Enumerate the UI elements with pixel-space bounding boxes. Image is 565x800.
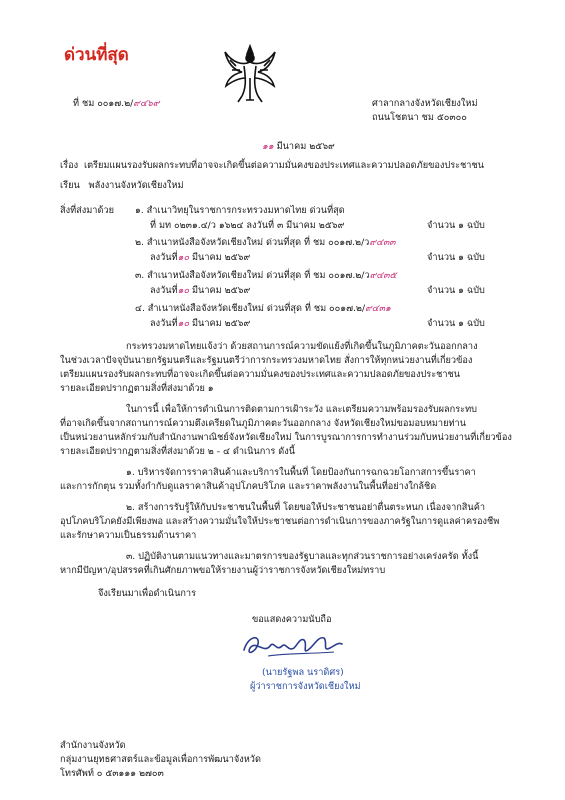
recipient-label: เรียน <box>60 180 80 191</box>
urgency-stamp: ด่วนที่สุด <box>64 45 129 65</box>
enclosure-item-1-line1: ๑. สำเนาวิทยุในราชการกระทรวงมหาดไทย ด่วนที่สุด <box>135 205 345 216</box>
enclosure-item-2-line2: ลงวันที่๑๐ มีนาคม ๒๕๖๙ <box>150 252 251 263</box>
reference-number: ที่ ชม ๐๐๑๗.๒/๙๔๖๙ <box>73 98 160 109</box>
recipient-text: พลังงานจังหวัดเชียงใหม่ <box>88 180 184 191</box>
enclosure-item-4-line2: ลงวันที่๑๐ มีนาคม ๒๕๖๙ <box>150 318 251 329</box>
action-item-2-line3: และรักษาความเป็นธรรมด้านราคา <box>60 530 197 541</box>
footer-division: กลุ่มงานยุทธศาสตร์และข้อมูลเพื่อการพัฒนาจังหวัด <box>60 754 261 765</box>
enclosure-item-3-line1: ๓. สำเนาหนังสือจังหวัดเชียงใหม่ ด่วนที่สุด ที่ ชม ๐๐๑๗.๒/ว๙๔๓๕ <box>135 270 397 281</box>
footer-office: สำนักงานจังหวัด <box>60 740 126 751</box>
action-item-3-line2: หากมีปัญหา/อุปสรรคที่เกินศักยภาพขอให้รายงานผู้ว่าราชการจังหวัดเชียงใหม่ทราบ <box>60 565 386 576</box>
enclosure-item-1-count: จำนวน ๑ ฉบับ <box>427 220 485 231</box>
action-item-2-line2: อุปโภคบริโภคยังมีเพียงพอ และสร้างความมั่นใจให้ประชาชนต่อการดำเนินการของภาครัฐในการดูแลค่าครองชีพ <box>60 516 500 527</box>
para1-line1: กระทรวงมหาดไทยแจ้งว่า ด้วยสถานการณ์ความขัดแย้งที่เกิดขึ้นในภูมิภาคตะวันออกกลาง <box>126 341 478 352</box>
enclosures-label: สิ่งที่ส่งมาด้วย <box>60 205 114 216</box>
enclosure-item-3-line2: ลงวันที่๑๐ มีนาคม ๒๕๖๙ <box>150 285 251 296</box>
recipient-line <box>60 180 184 192</box>
enclosure-item-4-line1: ๔. สำเนาหนังสือจังหวัดเชียงใหม่ ด่วนที่สุด ที่ ชม ๐๐๑๗.๒/๙๔๓๑ <box>135 303 391 314</box>
sender-name: ศาลากลางจังหวัดเชียงใหม่ <box>372 98 478 109</box>
letter-date: ๑๑ มีนาคม ๒๕๖๙ <box>262 141 335 152</box>
para1-line3: เตรียมแผนรองรับผลกระทบที่อาจจะเกิดขึ้นต่อความมั่นคงของประเทศและความปลอดภัยของประชาชน <box>60 369 461 380</box>
para1-line2: ในช่วงเวลาปัจจุบันนายกรัฐมนตรีและรัฐมนตรีว่าการกระทรวงมหาดไทย สั่งการให้ทุกหน่วยงานที่เกี่ยวข้อง <box>60 355 473 366</box>
para2-line4: รายละเอียดปรากฏตามสิ่งที่ส่งมาด้วย ๒ - ๔ ดำเนินการ ดังนี้ <box>60 446 295 457</box>
signatory-title: ผู้ว่าราชการจังหวัดเชียงใหม่ <box>250 681 361 692</box>
enclosure-item-1-line2: ที่ มท ๐๒๓๑.๔/ว ๑๖๒๔ ลงวันที่ ๓ มีนาคม ๒๕๖๙ <box>150 220 345 231</box>
para2-line2: ที่อาจเกิดขึ้นจากสถานการณ์ความตึงเครียดในภูมิภาคตะวันออกกลาง จังหวัดเชียงใหม่ขอมอบหมายท่าน <box>60 418 466 429</box>
garuda-emblem-icon <box>222 40 278 106</box>
enclosure-item-3-count: จำนวน ๑ ฉบับ <box>427 285 485 296</box>
sender-address: ถนนโชตนา ชม ๕๐๓๐๐ <box>372 112 467 123</box>
subject-text: เตรียมแผนรองรับผลกระทบที่อาจจะเกิดขึ้นต่อความมั่นคงของประเทศและความปลอดภัยของประชาชน <box>83 160 484 171</box>
para1-line4: รายละเอียดปรากฏตามสิ่งที่ส่งมาด้วย ๑ <box>60 383 214 394</box>
action-item-3-line1: ๓. ปฏิบัติงานตามแนวทางและมาตรการของรัฐบาลและทุกส่วนราชการอย่างเคร่งครัด ทั้งนี้ <box>126 551 479 562</box>
para2-line3: เป็นหน่วยงานหลักร่วมกับสำนักงานพาณิชย์จังหวัดเชียงใหม่ ในการบูรณาการการทำงานร่วมกับหน่วยงานที่เกี่ยวข้อง <box>60 432 512 443</box>
action-item-2-line1: ๒. สร้างการรับรู้ให้กับประชาชนในพื้นที่ โดยขอให้ประชาชนอย่าตื่นตระหนก เนื่องจากสินค้า <box>126 502 485 513</box>
subject-line <box>60 160 484 172</box>
signatory-name: (นายรัฐพล นราดิศร) <box>262 667 344 678</box>
enclosure-item-4-count: จำนวน ๑ ฉบับ <box>427 318 485 329</box>
para2-line1: ในการนี้ เพื่อให้การดำเนินการติดตามการเฝ้าระวัง และเตรียมความพร้อมรองรับผลกระทบ <box>126 404 478 415</box>
enclosure-item-2-count: จำนวน ๑ ฉบับ <box>427 252 485 263</box>
handwritten-ref-number: ๙๔๖๙ <box>133 98 160 109</box>
action-item-1-line2: และการกักตุน รวมทั้งกำกับดูแลราคาสินค้าอุปโภคบริโภค และราคาพลังงานในพื้นที่อย่างใกล้ชิด <box>60 481 437 492</box>
closing-request: จึงเรียนมาเพื่อดำเนินการ <box>98 588 197 599</box>
action-item-1-line1: ๑. บริหารจัดการราคาสินค้าและบริการในพื้นที่ โดยป้องกันการฉกฉวยโอกาสการขึ้นราคา <box>126 467 476 478</box>
handwritten-date-day: ๑๑ <box>262 141 274 152</box>
handwritten-signature-icon <box>238 626 348 664</box>
enclosure-item-2-line1: ๒. สำเนาหนังสือจังหวัดเชียงใหม่ ด่วนที่สุด ที่ ชม ๐๐๑๗.๒/ว๙๔๓๓ <box>135 237 396 248</box>
closing-salutation: ขอแสดงความนับถือ <box>252 614 332 625</box>
subject-label: เรื่อง <box>60 160 79 171</box>
footer-phone: โทรศัพท์ ๐ ๕๓๑๑๑ ๒๗๐๓ <box>60 768 164 779</box>
